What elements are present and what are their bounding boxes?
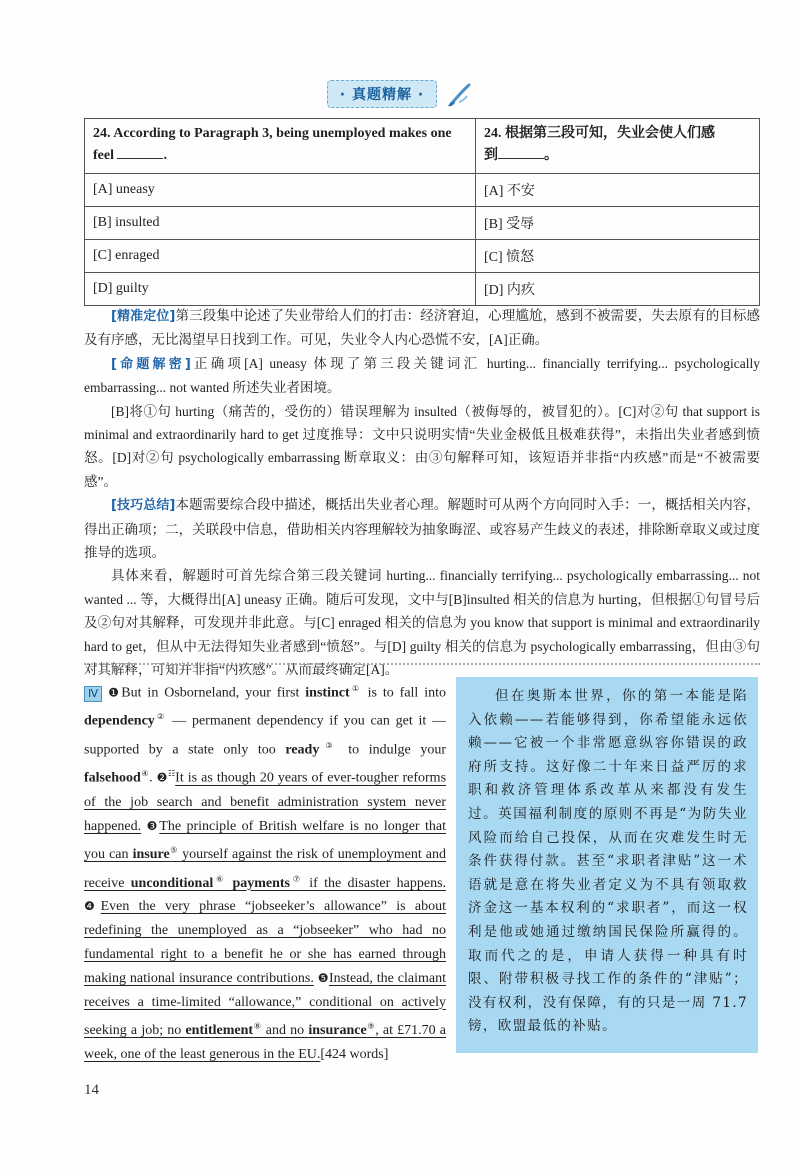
vocab-insure: insure (132, 847, 170, 863)
option-en: [B] insulted (85, 207, 476, 240)
question-stem-zh: 24. 根据第三段可知，失业会使人们感 到 。 (476, 119, 760, 174)
option-row (85, 240, 760, 273)
vocab-falsehood: falsehood (84, 771, 141, 787)
vocab-unconditional: unconditional (130, 875, 214, 891)
option-zh: [B] 受辱 (476, 207, 760, 240)
answer-blank (117, 146, 163, 159)
section-badge: · 真题精解 · (327, 80, 437, 108)
vocab-dependency: dependency (84, 714, 155, 730)
word-count: [424 words] (320, 1046, 389, 1062)
vocab-ready: ready (285, 742, 320, 758)
option-zh: [C] 愤怒 (476, 240, 760, 273)
option-row (85, 207, 760, 240)
vocab-instinct: instinct (305, 685, 350, 701)
brush-icon (445, 82, 473, 108)
analysis-locate: [精准定位]第三段集中论述了失业带给人们的打击：经济窘迫，心理尴尬，感到不被需要，失去原有的目标感及有序感，无比渴望早日找到工作。可见，失业令人内心恐慌不安，[A]正确。 (84, 308, 761, 348)
sentence-2: It is as though 20 years of ever-tougher reforms of the job search and benefit administration system never happened. (84, 771, 447, 834)
option-row (85, 174, 760, 207)
translation-box (456, 677, 758, 1053)
option-en: [A] uneasy (85, 174, 476, 207)
section-header (0, 80, 800, 108)
divider (84, 663, 760, 665)
passage-text: Ⅳ ❶But in Osborneland, your first instinct① is to fall into dependency② — permanent dependency if you can get it — supported by a state only too ready③ to indulge your falsehood④. ❷☷It is as though 20 years of ever-tougher reforms of the job search and benefit administration system never happened. ❸The principle of British welfare is no longer that you can insure⑤ yourself against the risk of unemployment and receive unconditional⑥ payments⑦ if the disaster happens. ❹Even the very phrase “jobseeker’s allowance” is about redefining the unemployed as a “jobseeker” who had no fundamental right to a benefit he or she has earned through making national insurance contributions. ❺Instead, the claimant receives a time-limited “allowance,” conditional on actively seeking a job; no entitlement⑧ and no insurance⑨, at £71.70 a week, one of the least generous in the EU.[424 words] (84, 684, 447, 1062)
analysis-detail: 具体来看，解题时可首先综合第三段关键词 hurting... financially terrifying... psychologically embarrassing... not wanted ... 等，大概得出[A] uneasy 正确。随后可发现，文中与[B]insulted 相关的信息为 hurting，但根据①句冒号后及②句对其解释，可发现并非此意。与[C] enraged 相关的信息为 you know that support is minimal and extraordinarily hard to get，但从中无法得知失业者感到“愤怒”。与[D] guilty 相关的信息为 psychologically embarrassing，但由③句对其解释，可知并非指“内疚感”。从而最终确定[A]。 (84, 568, 760, 678)
option-zh: [A] 不安 (476, 174, 760, 207)
option-en: [D] guilty (85, 273, 476, 306)
option-zh: [D] 内疚 (476, 273, 760, 306)
paragraph-number: Ⅳ (84, 686, 102, 702)
vocab-payments: payments (232, 875, 290, 891)
answer-blank (498, 146, 544, 159)
question-stem-row (85, 119, 760, 174)
option-row (85, 273, 760, 306)
analysis-decode: [命题解密]正确项[A] uneasy 体现了第三段关键词汇 hurting... financially terrifying... psychologically embarrassing... not wanted 所述失业者困境。 (84, 355, 760, 396)
vocab-entitlement: entitlement (185, 1022, 254, 1038)
question-stem-en: 24. According to Paragraph 3, being unemployed makes one feel . (85, 119, 476, 174)
question-table (84, 118, 760, 306)
translation-text: 但在奥斯本世界，你的第一本能是陷入依赖——若能够得到，你希望能永远依赖——它被一个非常愿意纵容你错误的政府所支持。这好像二十年来日益严厉的求职和救济管理体系改革从来都没有发生过。英国福利制度的原则不再是“为防失业风险而给自己投保，从而在灾难发生时无条件获得付款。甚至“求职者津贴”这一术语就是意在将失业者定义为不具有领取救济金这一基本权利的“求职者”，而这一权利是他或她通过缴纳国民保险所赢得的。取而代之的是，申请人获得一种具有时限、附带积极寻找工作的条件的“津贴”；没有权利，没有保障，有的只是一周 71.7 镑，欧盟最低的补贴。 (468, 688, 748, 1035)
analysis-distractors: [B]将①句 hurting（痛苦的，受伤的）错误理解为 insulted（被侮辱的，被冒犯的）。[C]对②句 that support is minimal and extraordinarily hard to get 过度推导：文中只说明实情“失业金极低且极难获得”，未指出失业者感到愤怒。[D]对②句 psychologically embarrassing 断章取义：由③句解释可知，该短语并非指“内疚感”而是“不被需要感”。 (84, 403, 760, 489)
option-en: [C] enraged (85, 240, 476, 273)
vocab-insurance: insurance (308, 1022, 367, 1038)
analysis-section (84, 304, 760, 682)
page-number: 14 (84, 1082, 99, 1098)
sentence-4: Even the very phrase “jobseeker’s allowance” is about redefining the unemployed as a “jobseeker” who had no fundamental right to a benefit he or she has earned through making national insurance contributions. (84, 899, 446, 986)
analysis-tips: [技巧总结]本题需要综合段中描述，概括出失业者心理。解题时可从两个方向同时入手：一，概括相关内容，得出正确项；二，关联段中信息，借助相关内容理解较为抽象晦涩、或容易产生歧义的表述，排除断章取义或过度推导的选项。 (84, 497, 761, 561)
